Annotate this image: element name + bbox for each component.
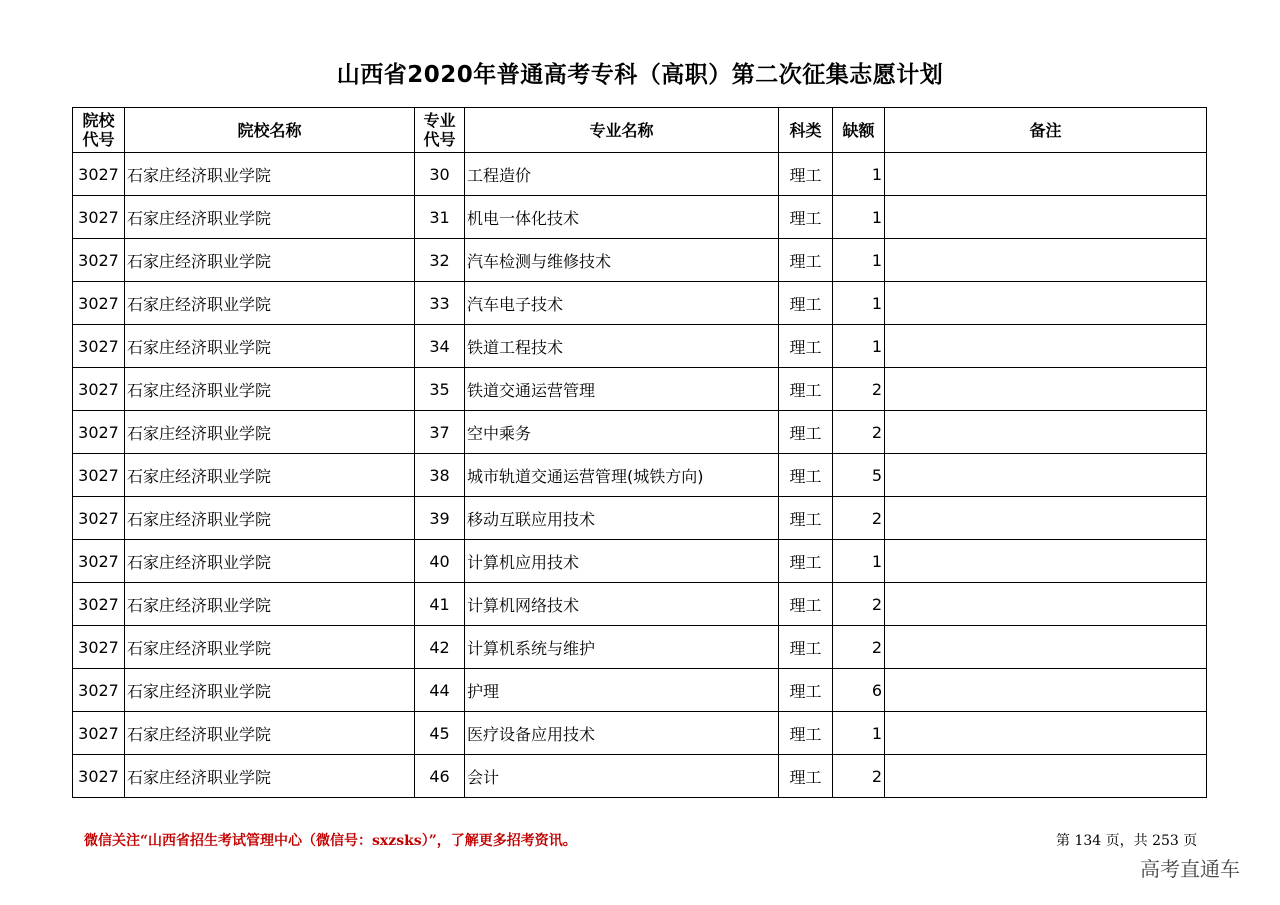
cell-category: 理工 [779, 196, 833, 239]
cell-major-code: 33 [415, 282, 465, 325]
cell-quota: 2 [833, 755, 885, 798]
page-title: 山西省2020年普通高考专科（高职）第二次征集志愿计划 [336, 62, 944, 88]
cell-category: 理工 [779, 712, 833, 755]
cell-major-code: 39 [415, 497, 465, 540]
header-school-code-line1: 院校 [82, 111, 115, 130]
cell-major-name: 铁道工程技术 [465, 325, 779, 368]
page-number: 第 134 页，共 253 页 [1056, 833, 1198, 849]
cell-remarks [885, 325, 1207, 368]
cell-remarks [885, 712, 1207, 755]
cell-school-name: 石家庄经济职业学院 [125, 540, 415, 583]
cell-school-name: 石家庄经济职业学院 [125, 368, 415, 411]
cell-category: 理工 [779, 540, 833, 583]
cell-school-name: 石家庄经济职业学院 [125, 755, 415, 798]
cell-school-code: 3027 [73, 626, 125, 669]
cell-quota: 5 [833, 454, 885, 497]
cell-major-name: 空中乘务 [465, 411, 779, 454]
cell-school-name: 石家庄经济职业学院 [125, 325, 415, 368]
header-major-code-line2: 代号 [423, 130, 456, 149]
table-header-row [73, 108, 1207, 153]
enrollment-plan-table [72, 107, 1207, 798]
cell-remarks [885, 497, 1207, 540]
table-row [73, 325, 1207, 368]
cell-major-name: 汽车检测与维修技术 [465, 239, 779, 282]
cell-major-code: 34 [415, 325, 465, 368]
cell-major-name: 会计 [465, 755, 779, 798]
cell-school-code: 3027 [73, 325, 125, 368]
cell-quota: 2 [833, 497, 885, 540]
cell-category: 理工 [779, 411, 833, 454]
cell-school-code: 3027 [73, 239, 125, 282]
cell-school-code: 3027 [73, 712, 125, 755]
cell-school-code: 3027 [73, 454, 125, 497]
cell-school-name: 石家庄经济职业学院 [125, 454, 415, 497]
cell-school-name: 石家庄经济职业学院 [125, 282, 415, 325]
header-school-code-line2: 代号 [82, 130, 115, 149]
cell-major-code: 37 [415, 411, 465, 454]
cell-remarks [885, 153, 1207, 196]
table-row [73, 239, 1207, 282]
cell-remarks [885, 626, 1207, 669]
cell-major-name: 移动互联应用技术 [465, 497, 779, 540]
cell-school-name: 石家庄经济职业学院 [125, 712, 415, 755]
cell-major-code: 32 [415, 239, 465, 282]
cell-major-code: 46 [415, 755, 465, 798]
header-major-code-line1: 专业 [423, 111, 456, 130]
cell-major-code: 41 [415, 583, 465, 626]
cell-school-name: 石家庄经济职业学院 [125, 153, 415, 196]
table-row [73, 368, 1207, 411]
cell-category: 理工 [779, 669, 833, 712]
table-row [73, 540, 1207, 583]
cell-remarks [885, 540, 1207, 583]
cell-major-code: 31 [415, 196, 465, 239]
cell-remarks [885, 454, 1207, 497]
cell-school-code: 3027 [73, 153, 125, 196]
cell-school-code: 3027 [73, 368, 125, 411]
cell-quota: 1 [833, 712, 885, 755]
watermark: 高考直通车 [1140, 857, 1240, 881]
cell-category: 理工 [779, 282, 833, 325]
table-body [73, 153, 1207, 798]
cell-major-name: 医疗设备应用技术 [465, 712, 779, 755]
header-quota: 缺额 [833, 108, 885, 153]
cell-remarks [885, 583, 1207, 626]
cell-quota: 1 [833, 282, 885, 325]
cell-school-code: 3027 [73, 411, 125, 454]
cell-major-name: 计算机应用技术 [465, 540, 779, 583]
header-major-code [415, 108, 465, 153]
table-row [73, 411, 1207, 454]
table-row [73, 454, 1207, 497]
cell-major-name: 机电一体化技术 [465, 196, 779, 239]
cell-category: 理工 [779, 325, 833, 368]
table-row [73, 497, 1207, 540]
cell-remarks [885, 669, 1207, 712]
cell-school-name: 石家庄经济职业学院 [125, 239, 415, 282]
cell-school-code: 3027 [73, 669, 125, 712]
cell-quota: 1 [833, 153, 885, 196]
cell-school-code: 3027 [73, 583, 125, 626]
cell-quota: 2 [833, 583, 885, 626]
cell-school-code: 3027 [73, 497, 125, 540]
cell-major-name: 城市轨道交通运营管理(城铁方向) [465, 454, 779, 497]
cell-quota: 1 [833, 239, 885, 282]
cell-remarks [885, 196, 1207, 239]
cell-school-name: 石家庄经济职业学院 [125, 411, 415, 454]
cell-remarks [885, 755, 1207, 798]
cell-category: 理工 [779, 368, 833, 411]
table-row [73, 755, 1207, 798]
header-remarks: 备注 [885, 108, 1207, 153]
cell-school-code: 3027 [73, 755, 125, 798]
cell-quota: 1 [833, 196, 885, 239]
cell-major-name: 工程造价 [465, 153, 779, 196]
cell-category: 理工 [779, 153, 833, 196]
header-school-code [73, 108, 125, 153]
table-row [73, 583, 1207, 626]
cell-major-name: 计算机系统与维护 [465, 626, 779, 669]
cell-remarks [885, 411, 1207, 454]
cell-category: 理工 [779, 239, 833, 282]
cell-major-code: 42 [415, 626, 465, 669]
cell-school-name: 石家庄经济职业学院 [125, 196, 415, 239]
cell-quota: 1 [833, 540, 885, 583]
cell-quota: 2 [833, 368, 885, 411]
table-row [73, 712, 1207, 755]
cell-school-code: 3027 [73, 540, 125, 583]
cell-major-name: 计算机网络技术 [465, 583, 779, 626]
table-row [73, 626, 1207, 669]
cell-category: 理工 [779, 583, 833, 626]
cell-school-name: 石家庄经济职业学院 [125, 626, 415, 669]
cell-major-name: 汽车电子技术 [465, 282, 779, 325]
cell-major-code: 44 [415, 669, 465, 712]
cell-school-code: 3027 [73, 196, 125, 239]
cell-quota: 1 [833, 325, 885, 368]
cell-major-code: 40 [415, 540, 465, 583]
cell-quota: 2 [833, 411, 885, 454]
cell-remarks [885, 239, 1207, 282]
cell-quota: 2 [833, 626, 885, 669]
table-row [73, 153, 1207, 196]
table-row [73, 282, 1207, 325]
cell-remarks [885, 282, 1207, 325]
cell-major-code: 45 [415, 712, 465, 755]
cell-category: 理工 [779, 497, 833, 540]
cell-school-code: 3027 [73, 282, 125, 325]
cell-major-code: 35 [415, 368, 465, 411]
cell-category: 理工 [779, 755, 833, 798]
cell-category: 理工 [779, 626, 833, 669]
cell-major-name: 铁道交通运营管理 [465, 368, 779, 411]
cell-category: 理工 [779, 454, 833, 497]
cell-major-name: 护理 [465, 669, 779, 712]
cell-remarks [885, 368, 1207, 411]
cell-quota: 6 [833, 669, 885, 712]
header-category: 科类 [779, 108, 833, 153]
cell-school-name: 石家庄经济职业学院 [125, 497, 415, 540]
cell-school-name: 石家庄经济职业学院 [125, 669, 415, 712]
cell-major-code: 38 [415, 454, 465, 497]
table-row [73, 196, 1207, 239]
header-school-name: 院校名称 [125, 108, 415, 153]
cell-school-name: 石家庄经济职业学院 [125, 583, 415, 626]
header-major-name: 专业名称 [465, 108, 779, 153]
wechat-follow-note: 微信关注“山西省招生考试管理中心（微信号：sxzsks）”，了解更多招考资讯。 [84, 833, 577, 849]
table-row [73, 669, 1207, 712]
cell-major-code: 30 [415, 153, 465, 196]
